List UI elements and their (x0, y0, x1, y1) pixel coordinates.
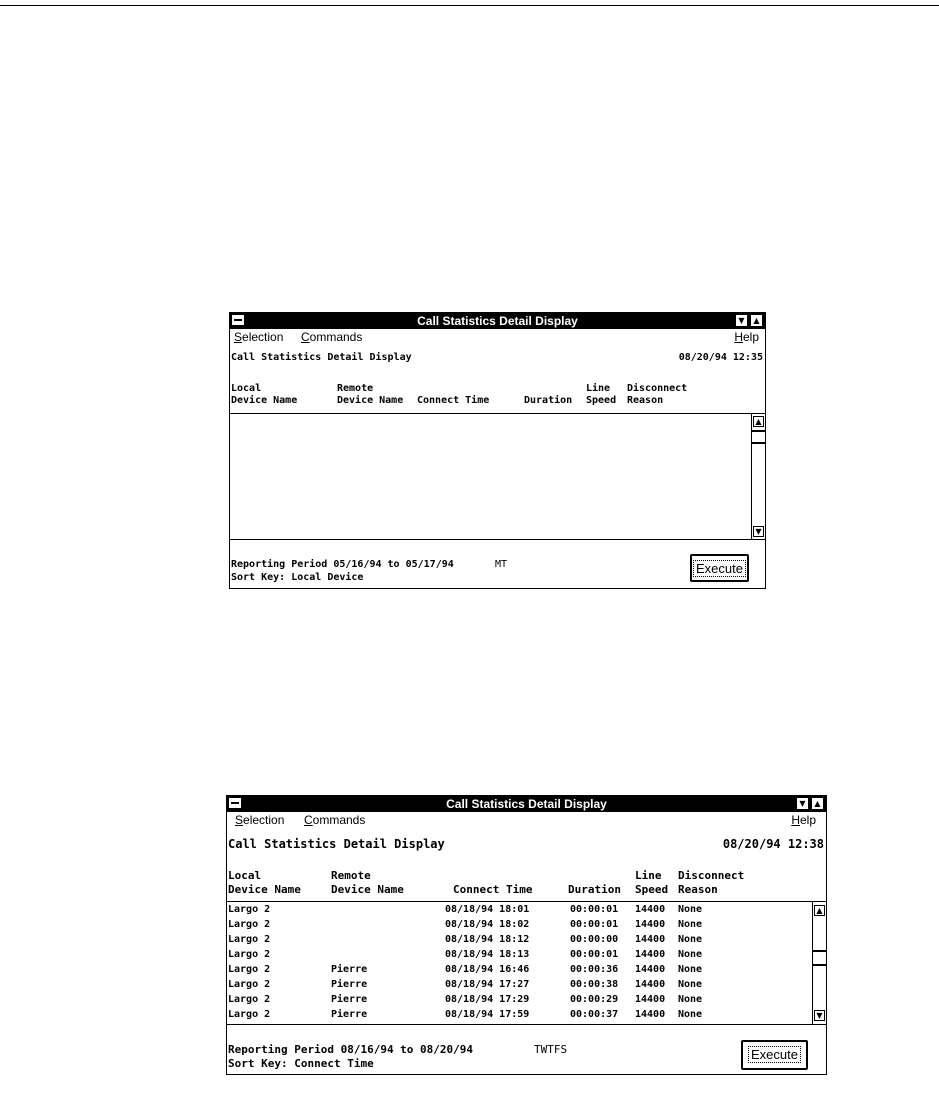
scroll-down-arrow-icon[interactable]: ▼ (814, 1010, 825, 1021)
col-line-speed-line1: Line (635, 869, 662, 882)
execute-button-label: Execute (748, 1046, 801, 1063)
header-datetime: 08/20/94 12:35 (678, 352, 763, 363)
col-disconnect-line1: Disconnect (678, 869, 745, 882)
cell-connect: 08/18/94 18:12 (445, 934, 530, 945)
cell-local: Largo 2 (228, 904, 271, 915)
col-line-speed-line2: Speed (635, 883, 669, 896)
cell-speed: 14400 (635, 919, 666, 930)
call-list[interactable] (230, 413, 765, 540)
cell-speed: 14400 (635, 964, 666, 975)
cell-reason: None (678, 934, 703, 945)
minimize-down-arrow-icon[interactable]: ▼ (796, 797, 809, 810)
table-row[interactable] (227, 979, 826, 991)
table-row[interactable] (227, 934, 826, 946)
cell-duration: 00:00:00 (570, 934, 619, 945)
cell-duration: 00:00:29 (570, 994, 619, 1005)
call-list[interactable] (227, 901, 826, 1025)
cell-speed: 14400 (635, 904, 666, 915)
scroll-thumb[interactable] (752, 430, 765, 444)
page-top-rule (0, 5, 939, 6)
col-remote-line1: Remote (337, 383, 374, 394)
cell-duration: 00:00:01 (570, 904, 619, 915)
menu-bar (230, 330, 765, 345)
cell-reason: None (678, 979, 703, 990)
table-row[interactable] (227, 964, 826, 976)
cell-connect: 08/18/94 16:46 (445, 964, 530, 975)
reporting-days: MT (495, 559, 508, 570)
menu-commands[interactable]: Commands (304, 813, 366, 827)
col-line-speed-line2: Speed (586, 395, 617, 406)
cell-duration: 00:00:38 (570, 979, 619, 990)
header-title: Call Statistics Detail Display (231, 352, 412, 363)
header-title: Call Statistics Detail Display (228, 837, 445, 851)
maximize-up-arrow-icon[interactable]: ▲ (811, 797, 824, 810)
cell-local: Largo 2 (228, 964, 271, 975)
col-line-speed-line1: Line (586, 383, 611, 394)
cell-local: Largo 2 (228, 979, 271, 990)
cell-connect: 08/18/94 17:59 (445, 1009, 530, 1020)
cell-remote: Pierre (331, 979, 368, 990)
reporting-period: Reporting Period 08/16/94 to 08/20/94 (228, 1043, 474, 1056)
cell-duration: 00:00:01 (570, 949, 619, 960)
cell-duration: 00:00:36 (570, 964, 619, 975)
table-row[interactable] (227, 904, 826, 916)
cell-speed: 14400 (635, 1009, 666, 1020)
cell-reason: None (678, 919, 703, 930)
cell-local: Largo 2 (228, 1009, 271, 1020)
window-title: Call Statistics Detail Display (417, 314, 578, 328)
execute-button[interactable] (741, 1040, 808, 1070)
col-local-line2: Device Name (228, 883, 301, 896)
cell-speed: 14400 (635, 979, 666, 990)
col-disconnect-line1: Disconnect (627, 383, 688, 394)
menu-selection[interactable]: Selection (234, 330, 284, 344)
header-datetime: 08/20/94 12:38 (722, 837, 824, 851)
col-duration: Duration (524, 395, 573, 406)
sort-key: Sort Key: Local Device (231, 572, 364, 583)
cell-speed: 14400 (635, 934, 666, 945)
col-connect-time: Connect Time (417, 395, 490, 406)
cell-reason: None (678, 949, 703, 960)
cell-reason: None (678, 994, 703, 1005)
cell-local: Largo 2 (228, 994, 271, 1005)
call-stats-window-2 (226, 795, 827, 1075)
vertical-scrollbar[interactable] (751, 414, 765, 539)
table-row[interactable] (227, 1009, 826, 1021)
cell-connect: 08/18/94 17:27 (445, 979, 530, 990)
col-remote-line2: Device Name (331, 883, 404, 896)
col-local-line1: Local (228, 869, 262, 882)
cell-speed: 14400 (635, 994, 666, 1005)
cell-remote: Pierre (331, 994, 368, 1005)
cell-local: Largo 2 (228, 934, 271, 945)
scroll-thumb[interactable] (813, 950, 826, 966)
cell-connect: 08/18/94 18:13 (445, 949, 530, 960)
cell-connect: 08/18/94 18:02 (445, 919, 530, 930)
window-title: Call Statistics Detail Display (446, 797, 607, 811)
maximize-up-arrow-icon[interactable]: ▲ (750, 314, 763, 327)
scroll-up-arrow-icon[interactable]: ▲ (814, 905, 825, 916)
cell-reason: None (678, 964, 703, 975)
cell-remote: Pierre (331, 1009, 368, 1020)
cell-connect: 08/18/94 18:01 (445, 904, 530, 915)
col-local-line2: Device Name (231, 395, 298, 406)
sort-key: Sort Key: Connect Time (228, 1057, 374, 1070)
cell-remote: Pierre (331, 964, 368, 975)
col-connect-time: Connect Time (453, 883, 533, 896)
col-disconnect-line2: Reason (627, 395, 664, 406)
menu-bar (227, 813, 826, 828)
col-remote-line1: Remote (331, 869, 371, 882)
cell-reason: None (678, 1009, 703, 1020)
cell-connect: 08/18/94 17:29 (445, 994, 530, 1005)
table-row[interactable] (227, 919, 826, 931)
vertical-scrollbar[interactable] (812, 902, 826, 1024)
execute-button[interactable] (690, 554, 749, 582)
cell-local: Largo 2 (228, 949, 271, 960)
menu-help[interactable]: Help (791, 813, 816, 827)
menu-selection[interactable]: Selection (235, 813, 285, 827)
scroll-down-arrow-icon[interactable]: ▼ (753, 526, 764, 537)
menu-commands[interactable]: Commands (301, 330, 363, 344)
col-remote-line2: Device Name (337, 395, 404, 406)
table-row[interactable] (227, 994, 826, 1006)
cell-duration: 00:00:37 (570, 1009, 619, 1020)
reporting-period: Reporting Period 05/16/94 to 05/17/94 (231, 559, 454, 570)
minimize-down-arrow-icon[interactable]: ▼ (735, 314, 748, 327)
scroll-up-arrow-icon[interactable]: ▲ (753, 416, 764, 427)
cell-reason: None (678, 904, 703, 915)
col-local-line1: Local (231, 383, 262, 394)
title-bar[interactable] (227, 796, 826, 812)
cell-speed: 14400 (635, 949, 666, 960)
execute-button-label: Execute (693, 560, 746, 577)
cell-duration: 00:00:01 (570, 919, 619, 930)
call-stats-window-1 (229, 312, 766, 589)
cell-local: Largo 2 (228, 919, 271, 930)
col-duration: Duration (568, 883, 621, 896)
col-disconnect-line2: Reason (678, 883, 718, 896)
reporting-days: TWTFS (534, 1043, 568, 1056)
title-bar[interactable] (230, 313, 765, 329)
table-row[interactable] (227, 949, 826, 961)
menu-help[interactable]: Help (734, 330, 759, 344)
